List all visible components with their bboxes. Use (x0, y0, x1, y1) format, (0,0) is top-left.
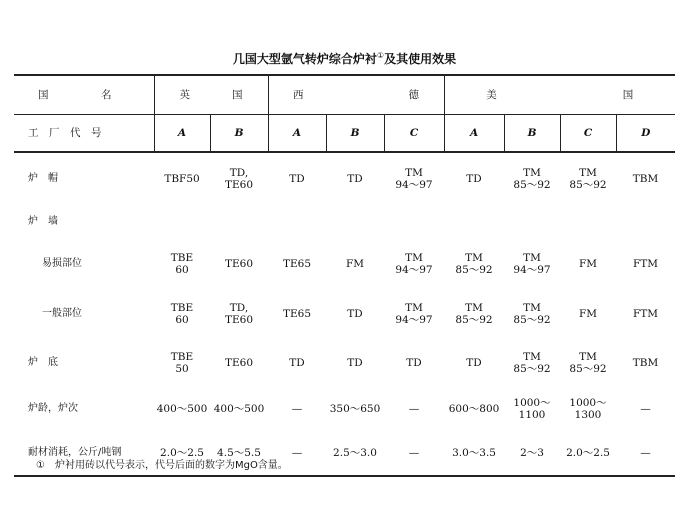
table-cell (326, 152, 384, 205)
factory-code: B (326, 115, 384, 153)
country-west-germany: 西 德 (268, 75, 444, 115)
cell-line: TE60 (224, 314, 254, 326)
cell-line: 85～92 (455, 314, 493, 326)
cell-line: TM (523, 302, 541, 314)
row-label: 一般部位 (42, 308, 82, 319)
table-cell (154, 205, 210, 239)
row-label: 炉龄，炉次 (28, 403, 78, 414)
table-cell (326, 339, 384, 387)
cell-line: TD (466, 173, 482, 185)
cell-line: — (640, 403, 651, 415)
cell-line: 2.5～3.0 (333, 447, 377, 459)
table-cell (210, 387, 268, 431)
table-row (14, 289, 675, 339)
cell-line: 94～97 (395, 314, 433, 326)
table-cell (154, 387, 210, 431)
table-cell (616, 339, 675, 387)
cell-line: 85～92 (569, 179, 607, 191)
table-cell (616, 152, 675, 205)
cell-line: TD (466, 357, 482, 369)
table-row (14, 205, 675, 239)
table-cell (560, 339, 616, 387)
cell-line: TD (347, 357, 363, 369)
table-cell (384, 205, 444, 239)
cell-line: TM (523, 351, 541, 363)
table-cell (444, 239, 504, 289)
table-row (14, 387, 675, 431)
cell-line: TE65 (282, 308, 312, 320)
cell-line: TD (289, 357, 305, 369)
factory-code: A (268, 115, 326, 153)
cell-line: TE60 (224, 258, 254, 270)
table-cell (560, 205, 616, 239)
table-cell (616, 239, 675, 289)
table-cell (384, 239, 444, 289)
factory-code: D (616, 115, 675, 153)
lining-table (14, 74, 675, 477)
table-row (14, 152, 675, 205)
cell-line: TD (347, 173, 363, 185)
cell-line: TE60 (224, 179, 254, 191)
table-cell (560, 431, 616, 476)
cell-line: TM (465, 252, 483, 264)
row-label: 耐材消耗，公斤/吨钢 (14, 431, 154, 476)
cell-line: 94～97 (395, 264, 433, 276)
cell-line: FTM (632, 258, 659, 270)
table-cell (268, 239, 326, 289)
table-cell (616, 431, 675, 476)
cell-line: TD (347, 308, 363, 320)
table-cell (326, 431, 384, 476)
table-cell (444, 339, 504, 387)
table-cell (384, 289, 444, 339)
cell-line: 2～3 (520, 447, 544, 459)
row-label: 炉 墙 (28, 216, 58, 227)
cell-line: 2.0～2.5 (160, 447, 204, 459)
cell-line: 94～97 (513, 264, 551, 276)
factory-label: 工 厂 代 号 (14, 115, 154, 153)
cell-line: — (640, 447, 651, 459)
cell-line: 85～92 (513, 363, 551, 375)
factory-code-row (14, 115, 675, 153)
table-cell (384, 387, 444, 431)
country-usa: 美 国 (444, 75, 675, 115)
title-footnote-mark: ① (376, 51, 385, 60)
table-cell (384, 339, 444, 387)
cell-line: TM (523, 167, 541, 179)
cell-line: TM (405, 167, 423, 179)
cell-line: 1000～1300 (569, 397, 607, 421)
table-cell (268, 289, 326, 339)
table-cell (210, 339, 268, 387)
row-label: 炉 帽 (28, 173, 58, 184)
table-cell (210, 239, 268, 289)
cell-line: TE60 (224, 357, 254, 369)
cell-line: 50 (175, 363, 189, 375)
cell-line: 600～800 (448, 403, 500, 415)
cell-line: TM (579, 167, 597, 179)
cell-line: 4.5～5.5 (217, 447, 261, 459)
cell-line: TD, (229, 302, 249, 314)
footnote: ① 炉衬用砖以代号表示，代号后面的数字为MgO含量。 (36, 460, 288, 471)
cell-line: TD, (229, 167, 249, 179)
table-cell (154, 339, 210, 387)
table-cell (268, 205, 326, 239)
table-cell (444, 289, 504, 339)
table-cell (326, 387, 384, 431)
table-cell (504, 431, 560, 476)
country-label: 国 名 (14, 75, 154, 115)
factory-code: B (504, 115, 560, 153)
cell-line: TBM (632, 173, 659, 185)
factory-code: B (210, 115, 268, 153)
cell-line: TD (289, 173, 305, 185)
country-header-row (14, 75, 675, 115)
table-cell (326, 289, 384, 339)
table-body (14, 152, 675, 476)
row-label: 易损部位 (42, 258, 82, 269)
table-cell (616, 205, 675, 239)
table-cell (268, 387, 326, 431)
table-cell (268, 152, 326, 205)
table-cell (384, 152, 444, 205)
table-cell (210, 152, 268, 205)
cell-line: 60 (175, 264, 189, 276)
cell-line: 60 (175, 314, 189, 326)
cell-line: FM (578, 258, 598, 270)
table-cell (560, 289, 616, 339)
table-cell (616, 387, 675, 431)
cell-line: TBF50 (164, 173, 200, 185)
table-cell (444, 152, 504, 205)
factory-code: C (384, 115, 444, 153)
cell-line: TM (579, 351, 597, 363)
cell-line: 350～650 (329, 403, 381, 415)
cell-line: TD (406, 357, 422, 369)
cell-line: 1000～1100 (513, 397, 551, 421)
table-cell (560, 239, 616, 289)
cell-line: 85～92 (569, 363, 607, 375)
table-cell (616, 289, 675, 339)
table-cell (210, 205, 268, 239)
table-title: 几国大型氩气转炉综合炉衬①及其使用效果 (232, 51, 457, 66)
table-cell (154, 289, 210, 339)
row-label: 炉 底 (28, 357, 58, 368)
table-cell (154, 239, 210, 289)
cell-line: FTM (632, 308, 659, 320)
cell-line: FM (345, 258, 365, 270)
cell-line: — (291, 403, 303, 415)
cell-line: TM (523, 252, 541, 264)
factory-code: C (560, 115, 616, 153)
factory-code: A (444, 115, 504, 153)
cell-line: TM (465, 302, 483, 314)
table-row (14, 339, 675, 387)
cell-line: 85～92 (455, 264, 493, 276)
cell-line: TBE (170, 351, 194, 363)
cell-line: TBE (170, 302, 194, 314)
table-cell (504, 205, 560, 239)
table-cell (504, 387, 560, 431)
table-cell (504, 289, 560, 339)
table-cell (504, 339, 560, 387)
table-cell (210, 289, 268, 339)
cell-line: TBE (170, 252, 194, 264)
cell-line: TE65 (282, 258, 312, 270)
cell-line: 3.0～3.5 (452, 447, 496, 459)
table-cell (560, 387, 616, 431)
cell-line: — (408, 447, 420, 459)
cell-line: TM (405, 252, 423, 264)
table-cell (444, 387, 504, 431)
table-cell (384, 431, 444, 476)
table-cell (154, 152, 210, 205)
table-cell (268, 339, 326, 387)
table-cell (444, 431, 504, 476)
cell-line: 400～500 (156, 403, 208, 415)
table-cell (326, 205, 384, 239)
table-cell (326, 239, 384, 289)
cell-line: TM (405, 302, 423, 314)
table-cell (560, 152, 616, 205)
cell-line: 85～92 (513, 179, 551, 191)
cell-line: 400～500 (213, 403, 265, 415)
cell-line: 85～92 (513, 314, 551, 326)
table-cell (504, 239, 560, 289)
table-cell (444, 205, 504, 239)
cell-line: — (408, 403, 420, 415)
factory-code: A (154, 115, 210, 153)
cell-line: TBM (632, 357, 659, 369)
country-uk: 英 国 (154, 75, 268, 115)
cell-line: — (291, 447, 303, 459)
table-cell (504, 152, 560, 205)
cell-line: 94～97 (395, 179, 433, 191)
table-row (14, 239, 675, 289)
cell-line: 2.0～2.5 (566, 447, 610, 459)
cell-line: FM (578, 308, 598, 320)
